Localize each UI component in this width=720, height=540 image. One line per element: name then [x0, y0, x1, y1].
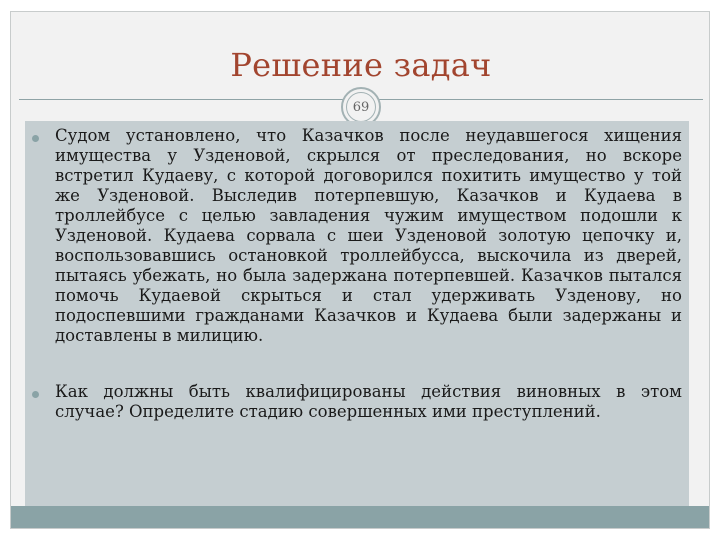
bullet-item [25, 126, 685, 346]
page-number: 69 [346, 92, 376, 122]
bullet-text: Как должны быть квалифицированы действия виновных в этом случае? Определите стадию совершенных ими преступлений. [55, 382, 682, 421]
bullet-dot-icon [32, 135, 39, 142]
slide [10, 11, 710, 529]
footer-bar [11, 506, 709, 528]
bullet-item [25, 382, 685, 422]
bullet-dot-icon [32, 391, 39, 398]
content-area [25, 121, 689, 509]
bullet-text: Судом установлено, что Казачков после неудавшегося хищения имущества у Узденовой, скрылся от преследования, но вскоре встретил Кудаеву, с которой договорился похитить имущество у той же Узденовой. Выследив потерпевшую, Казачков и Кудаева в троллейбусе с целью завладения чужим имуществом подошли к Узденовой. Кудаева сорвала с шеи Узденовой золотую цепочку и, воспользовавшись остановкой троллейбусса, выскочила из дверей, пытаясь убежать, но была задержана потерпевшей. Казачков пытался помочь Кудаевой скрыться и стал удерживать Узденову, но подоспевшими гражданами Казачков и Кудаева были задержаны и доставлены в милицию. [55, 126, 682, 345]
slide-title: Решение задач [230, 46, 492, 84]
